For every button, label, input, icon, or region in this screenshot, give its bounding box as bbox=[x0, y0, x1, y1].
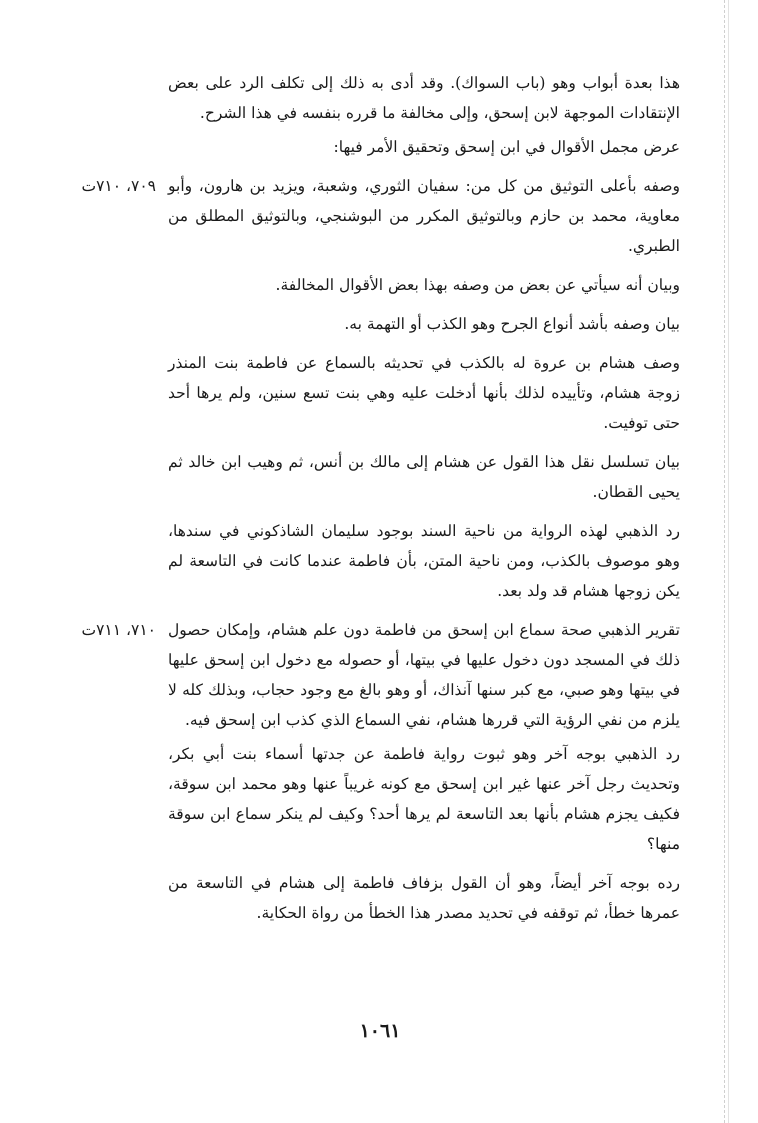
margin-reference: ٧٠٩، ٧١٠ت bbox=[81, 177, 156, 195]
paragraph: وصفه بأعلى التوثيق من كل من: سفيان الثوري، وشعبة، ويزيد بن هارون، وأبو معاوية، محمد بن حازم وبالتوثيق المكرر من البوشنجي، وبالتوثيق المطلق من الطبري. bbox=[168, 177, 680, 255]
paragraph: تقرير الذهبي صحة سماع ابن إسحق من فاطمة دون علم هشام، وإمكان حصول ذلك في المسجد دون دخول عليها في بيتها، أو حصوله مع دخول ابن إسحق عليها في بيتها وهو صبي، مع كبر سنها آنذاك، أو وهو بالغ مع وجود حجاب، وبذلك كله لا يلزم من نفي الرؤية التي قررها هشام، نفي السماع الذي كذب ابن إسحق فيه. bbox=[168, 621, 680, 729]
paragraph: وصف هشام بن عروة له بالكذب في تحديثه بالسماع عن فاطمة بنت المنذر زوجة هشام، وتأييده لذلك بأنها أدخلت عليه وهي بنت تسع سنين، ولم يرها أحد حتى توفيت. bbox=[168, 354, 680, 432]
paragraph: رد الذهبي لهذه الرواية من ناحية السند بوجود سليمان الشاذكوني في سندها، وهو موصوف بالكذب، ومن ناحية المتن، بأن فاطمة عندما كانت في التاسعة لم يكن زوجها هشام قد ولد بعد. bbox=[168, 522, 680, 600]
referenced-paragraph bbox=[81, 615, 680, 735]
paragraph: بيان تسلسل نقل هذا القول عن هشام إلى مالك بن أنس، ثم وهيب ابن خالد ثم يحيى القطان. bbox=[168, 453, 680, 501]
page-gutter-line bbox=[724, 0, 725, 1123]
section-heading: عرض مجمل الأقوال في ابن إسحق وتحقيق الأمر فيها: bbox=[333, 138, 680, 156]
paragraph: وبيان أنه سيأتي عن بعض من وصفه بهذا بعض الأقوال المخالفة. bbox=[275, 276, 680, 294]
paragraph: رده بوجه آخر أيضاً، وهو أن القول بزفاف فاطمة إلى هشام في التاسعة من عمرها خطأ، ثم توقفه في تحديد مصدر هذا الخطأ من رواة الحكاية. bbox=[168, 874, 680, 922]
paragraph: رد الذهبي بوجه آخر وهو ثبوت رواية فاطمة عن جدتها أسماء بنت أبي بكر، وتحديث رجل آخر عنها غير ابن إسحق مع كونه غريباً عنها وهو محمد ابن سوقة، فكيف يجزم هشام بأنها بعد التاسعة لم يرها أحد؟ وكيف لم ينكر سماع ابن سوقة منها؟ bbox=[168, 745, 680, 853]
paragraph: بيان وصفه بأشد أنواع الجرح وهو الكذب أو التهمة به. bbox=[344, 315, 680, 333]
page-gutter-line bbox=[728, 0, 729, 1123]
referenced-paragraph bbox=[81, 171, 680, 261]
margin-reference: ٧١٠، ٧١١ت bbox=[81, 621, 156, 639]
document-body bbox=[81, 68, 680, 937]
page-number: ١٠٦١ bbox=[359, 1020, 401, 1042]
paragraph: هذا بعدة أبواب وهو (باب السواك). وقد أدى به ذلك إلى تكلف الرد على بعض الإنتقادات الموجهة لابن إسحق، وإلى مخالفة ما قرره بنفسه في هذا الشرح. bbox=[168, 74, 680, 122]
